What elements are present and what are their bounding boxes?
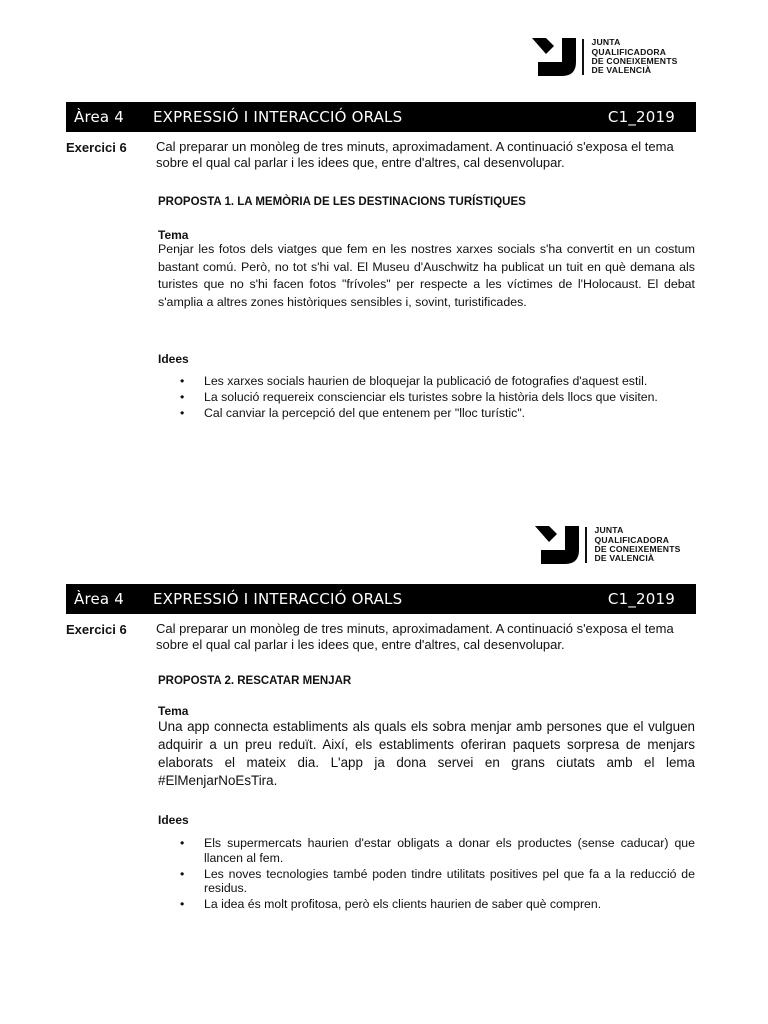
list-item [158,406,695,421]
section-header [66,584,696,614]
bullet-icon: • [180,406,185,421]
exercise-intro: Cal preparar un monòleg de tres minuts, aproximadament. A continuació s'exposa el tema sobre el qual cal parlar i les idees que, entre d'altres, cal desenvolupar. [156,621,674,652]
logo-text [592,38,678,76]
logo-line: DE VALENCIÀ [594,553,655,564]
logo-line: DE CONEIXEMENTS [591,56,678,66]
idea-text: La solució requereix conscienciar els turistes sobre la història dels llocs que visiten. [204,390,658,405]
idees-label: Idees [158,813,189,827]
exercise-label: Exercici 6 [66,140,127,155]
list-item [158,897,695,912]
logo-text [595,526,681,564]
tema-text: Una app connecta establiments als quals els sobra menjar amb persones que el vulguen adquirir a un preu reduït. Així, els establiments oferiran paquets sorpresa de menjars elaborats el mateix dia. L'app ja dona servei en grans ciutats amb el lema #ElMenjarNoEsTira. [158,719,695,788]
idea-text: Les xarxes socials haurien de bloquejar la publicació de fotografies d'aquest estil. [204,374,648,388]
subject-label: EXPRESSIÓ I INTERACCIÓ ORALS [153,590,403,608]
idea-text: Les noves tecnologies també poden tindre utilitats positives pel que fa a la reducció de residus. [204,866,695,896]
jqcv-logo-mark [535,526,579,564]
logo-line: QUALIFICADORA [594,534,670,545]
logo-divider [582,39,584,75]
idea-text: La idea és molt profitosa, però els clients haurien de saber què compren. [204,897,602,912]
bullet-icon: • [180,836,185,850]
logo-line: JUNTA [594,525,624,536]
tema-label: Tema [158,704,189,718]
jqcv-logo [535,526,681,564]
idea-text: Els supermercats haurien d'estar obligats a donar els productes (sense caducar) que llancen al fem. [204,836,695,865]
subject-label: EXPRESSIÓ I INTERACCIÓ ORALS [153,108,403,126]
logo-line: JUNTA [591,37,621,48]
exercise-intro: Cal preparar un monòleg de tres minuts, aproximadament. A continuació s'exposa el tema sobre el qual cal parlar i les idees que, entre d'altres, cal desenvolupar. [156,139,674,170]
area-label: Àrea 4 [74,108,125,126]
logo-line: DE VALENCIÀ [591,65,652,76]
exam-code: C1_2019 [607,108,675,126]
logo-line: QUALIFICADORA [591,46,667,57]
section-header [66,102,696,132]
bullet-icon: • [180,897,185,912]
jqcv-logo [532,38,678,76]
tema-label: Tema [158,228,189,242]
idea-text: Cal canviar la percepció del que entenem per "lloc turístic". [204,406,526,421]
list-item [158,836,695,865]
bullet-icon: • [180,866,185,881]
proposal-title: PROPOSTA 2. RESCATAR MENJAR [158,675,352,687]
exercise-label: Exercici 6 [66,622,127,637]
idees-label: Idees [158,352,189,366]
jqcv-logo-mark [532,38,576,76]
list-item [158,867,695,896]
bullet-icon: • [180,374,185,388]
ideas-list [158,374,695,422]
tema-text: Penjar les fotos dels viatges que fem en les nostres xarxes socials s'ha convertit en un costum bastant comú. Però, no tot s'hi val. El Museu d'Auschwitz ha publicat un tuit en què demana als turistes que no s'hi facen fotos "frívoles" per respecte a les víctimes de l'Holocaust. El debat s'amplia a altres zones històriques sensibles i, sovint, turistificades. [158,242,695,309]
proposal-title: PROPOSTA 1. LA MEMÒRIA DE LES DESTINACIONS TURÍSTIQUES [158,196,526,208]
bullet-icon: • [180,390,185,405]
exam-code: C1_2019 [607,590,675,608]
logo-line: DE CONEIXEMENTS [594,544,681,554]
list-item [158,374,695,389]
ideas-list [158,836,695,913]
logo-divider [585,527,587,563]
list-item [158,390,695,405]
area-label: Àrea 4 [74,590,125,608]
